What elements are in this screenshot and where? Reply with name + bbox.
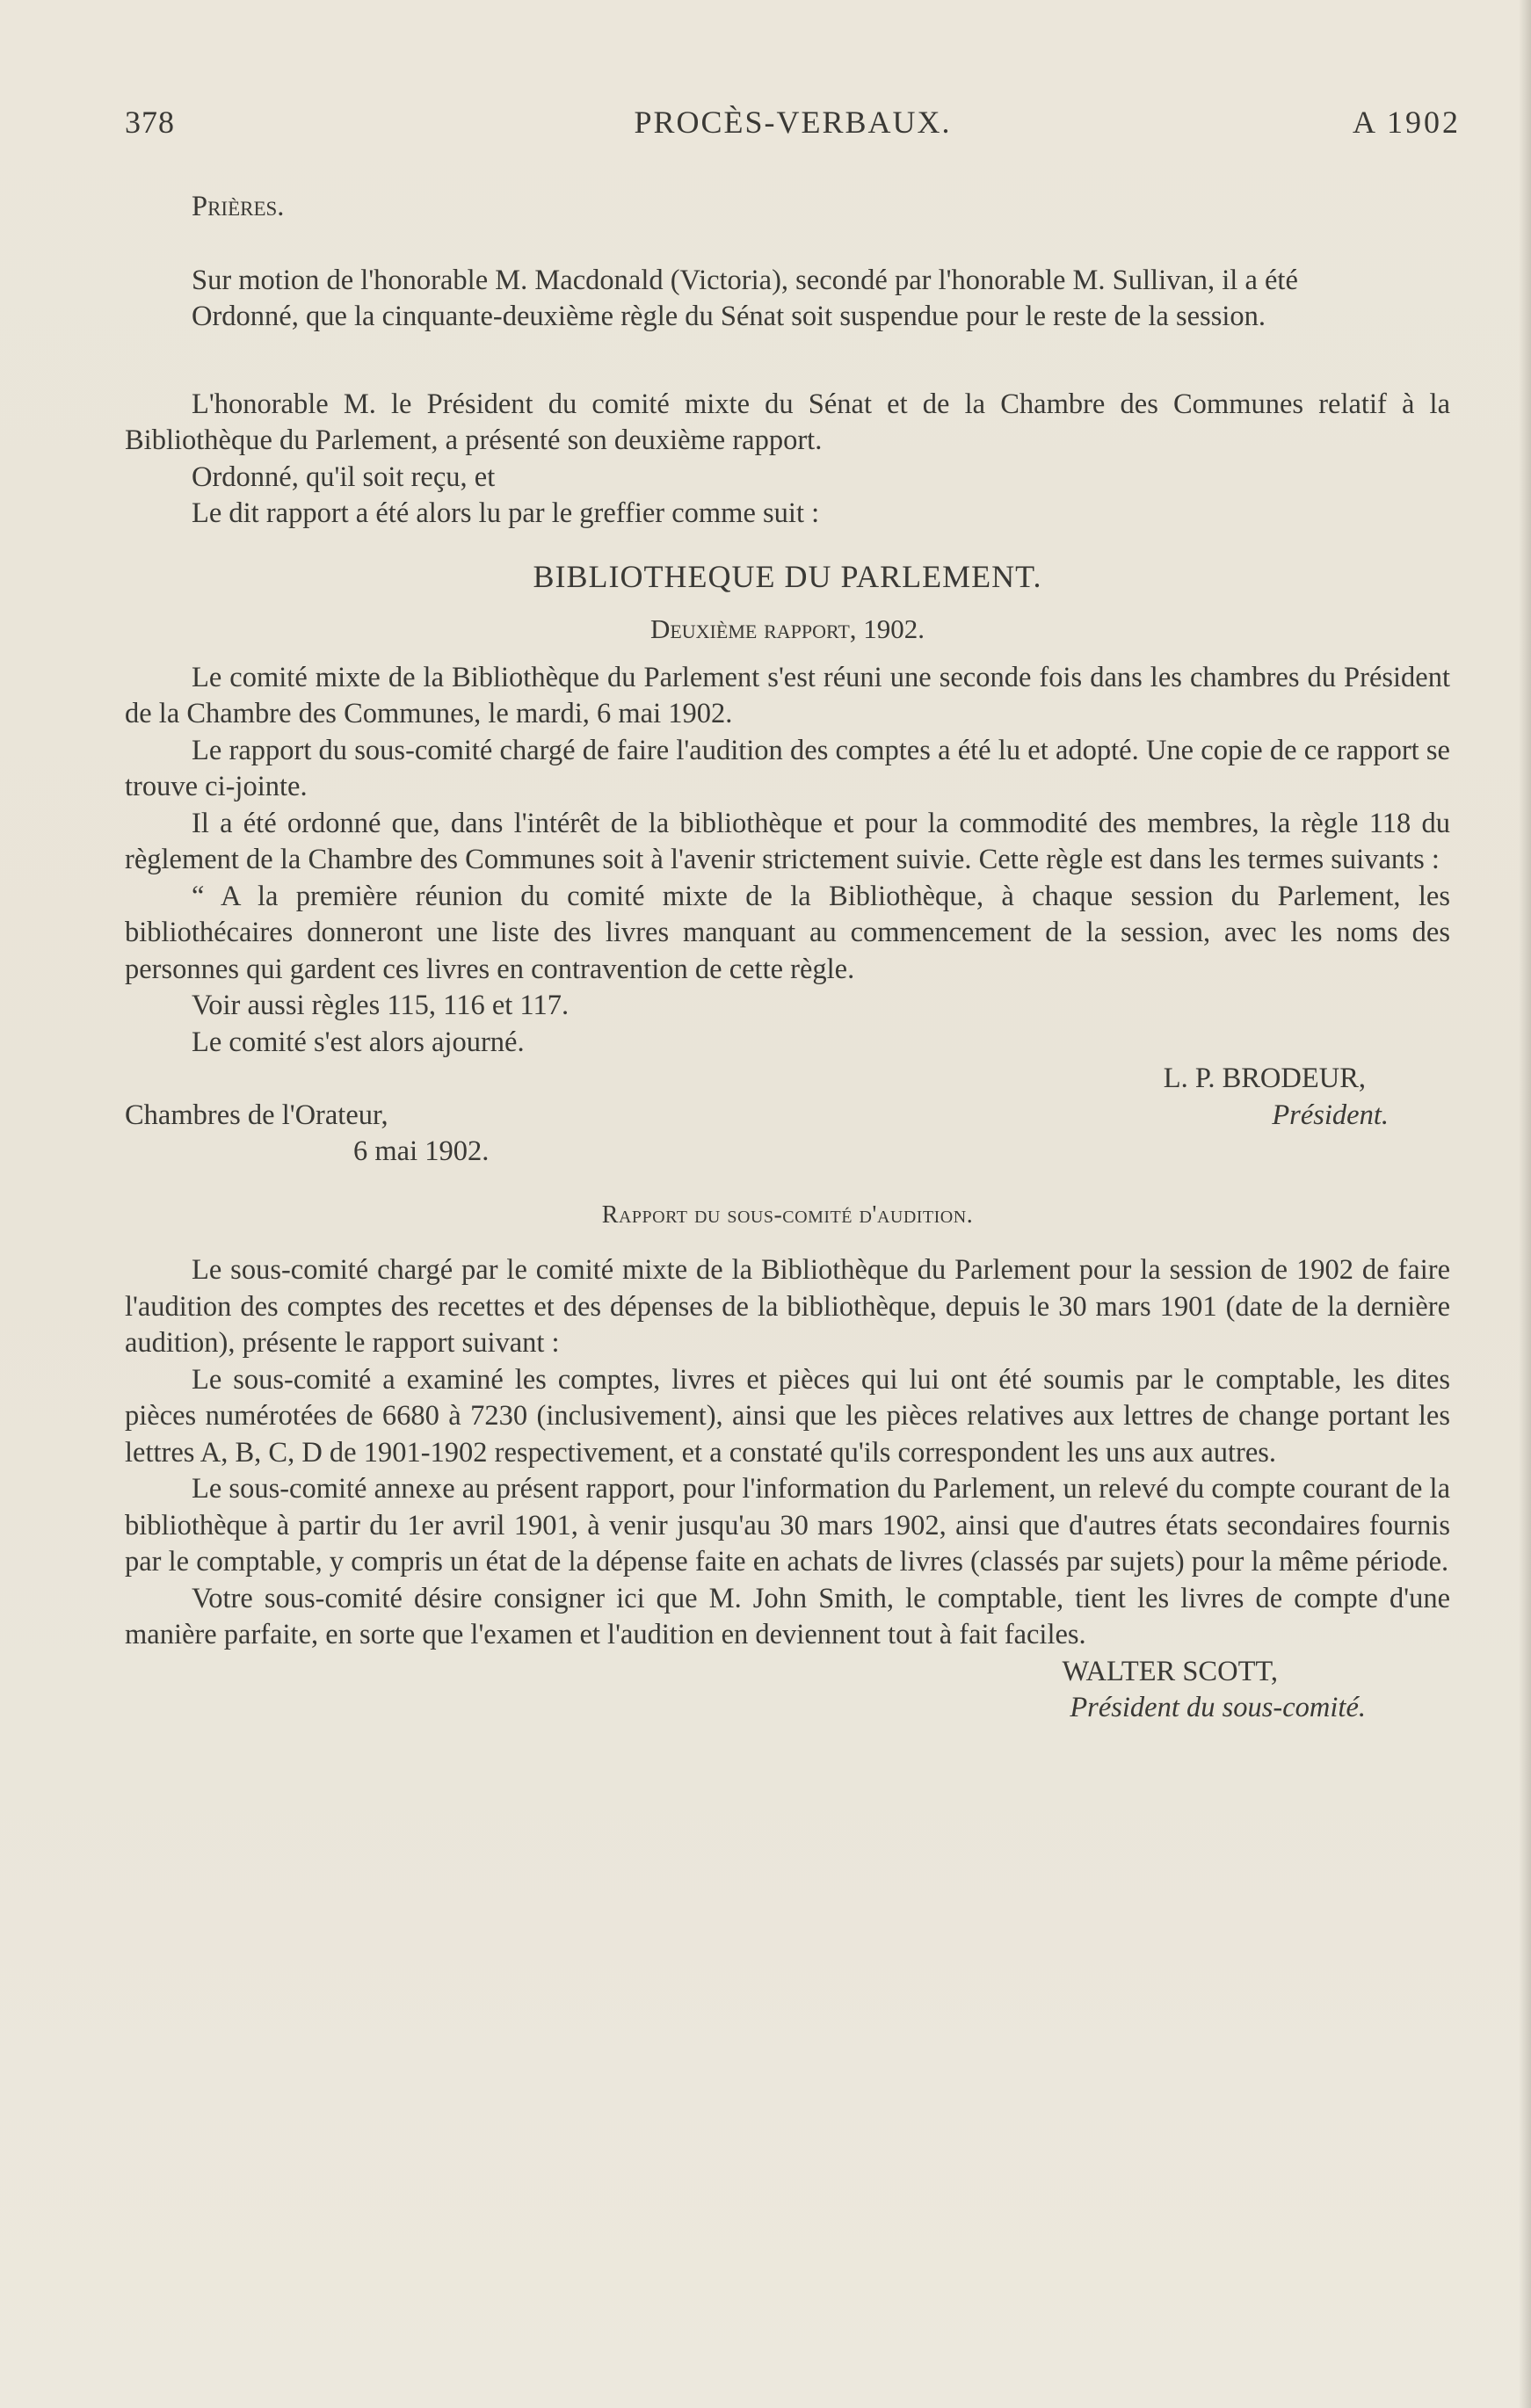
signature-block [125, 1654, 1450, 1691]
sub-report-paragraph: Votre sous-comité désire consigner ici que M. John Smith, le comptable, tient les livres de compte d'une manière parfaite, en sorte que l'examen et l'audition en deviennent tout à fait faciles. [125, 1582, 1450, 1650]
ordonne-paragraph: Ordonné, que la cinquante-deuxième règle du Sénat soit suspendue pour le reste de la session. [192, 301, 1266, 332]
signature-date: 6 mai 1902. [353, 1135, 490, 1167]
report-paragraph: Voir aussi règles 115, 116 et 117. [192, 990, 570, 1021]
lu-paragraph: Le dit rapport a été alors lu par le greffier comme suit : [192, 497, 820, 529]
sub-report-paragraph: Le sous-comité a examiné les comptes, livres et pièces qui lui ont été soumis par le comptable, les dites pièces numérotées de 6680 à 7230 (inclusivement), ainsi que les pièces relatives aux lettres de change portant les lettres A, B, C, D de 1901-1902 respectivement, et a constaté qu'ils correspondent les uns aux autres. [125, 1363, 1450, 1469]
section-title: BIBLIOTHEQUE DU PARLEMENT. [533, 558, 1042, 594]
page-number: 378 [125, 105, 175, 140]
running-header [125, 104, 1461, 156]
report-paragraph: Le rapport du sous-comité chargé de faire l'audition des comptes a été lu et adopté. Une copie de ce rapport se trouve ci-jointe. [125, 734, 1450, 802]
report-paragraph: Il a été ordonné que, dans l'intérêt de la bibliothèque et pour la commodité des membres, la règle 118 du règlement de la Chambre des Communes soit à l'avenir strictement suivie. Cette règle est dans les termes suivants : [125, 807, 1450, 875]
page-edge-shadow [1519, 0, 1531, 2408]
rule-quote-paragraph: “ A la première réunion du comité mixte de la Bibliothèque, à chaque session du Parlement, les bibliothécaires donneront une liste des livres manquant au commencement de la session, avec les noms des personnes qui gardent ces livres en contravention de cette règle. [125, 880, 1450, 985]
sub-report-paragraph: Le sous-comité annexe au présent rapport, pour l'information du Parlement, un relevé du compte courant de la bibliothèque à partir du 1er avril 1901, à venir jusqu'au 30 mars 1902, ainsi que d'autres états secondaires fournis par le comptable, y compris un état de la dépense faite en achats de livres (classés par sujets) pour la même période. [125, 1473, 1450, 1578]
header-title: PROCÈS-VERBAUX. [634, 105, 952, 140]
signature-block [125, 1690, 1450, 1727]
president-report-paragraph: L'honorable M. le Président du comité mixte du Sénat et de la Chambre des Communes relatif à la Bibliothèque du Parlement, a présenté son deuxième rapport. [125, 388, 1450, 456]
signature-name: L. P. BRODEUR, [1163, 1063, 1366, 1094]
signature-role: Président. [1272, 1099, 1389, 1131]
motion-paragraph: Sur motion de l'honorable M. Macdonald (Victoria), secondé par l'honorable M. Sullivan, il a été [192, 264, 1298, 296]
signature-block [125, 1134, 1450, 1171]
body-text [125, 189, 1450, 1727]
section-subtitle: Deuxième rapport, 1902. [649, 613, 925, 644]
sub-report-title: Rapport du sous-comité d'audition. [601, 1200, 974, 1229]
report-paragraph: Le comité s'est alors ajourné. [192, 1026, 525, 1058]
signature-place: Chambres de l'Orateur, [125, 1099, 388, 1131]
report-paragraph: Le comité mixte de la Bibliothèque du Parlement s'est réuni une seconde fois dans les chambres du Président de la Chambre des Communes, le mardi, 6 mai 1902. [125, 661, 1450, 729]
signature-role: Président du sous-comité. [1070, 1692, 1366, 1723]
signature-block [125, 1061, 1450, 1098]
prieres-heading: Prières. [192, 191, 285, 222]
sub-report-paragraph: Le sous-comité chargé par le comité mixte de la Bibliothèque du Parlement pour la session de 1902 de faire l'audition des comptes des recettes et des dépenses de la bibliothèque, depuis le 30 mars 1901 (date de la dernière audition), présente le rapport suivant : [125, 1254, 1450, 1359]
ordonne-recu-paragraph: Ordonné, qu'il soit reçu, et [192, 461, 496, 493]
signature-block [125, 1098, 1450, 1135]
header-year: A 1902 [1352, 105, 1461, 140]
signature-name: WALTER SCOTT, [1062, 1655, 1278, 1687]
